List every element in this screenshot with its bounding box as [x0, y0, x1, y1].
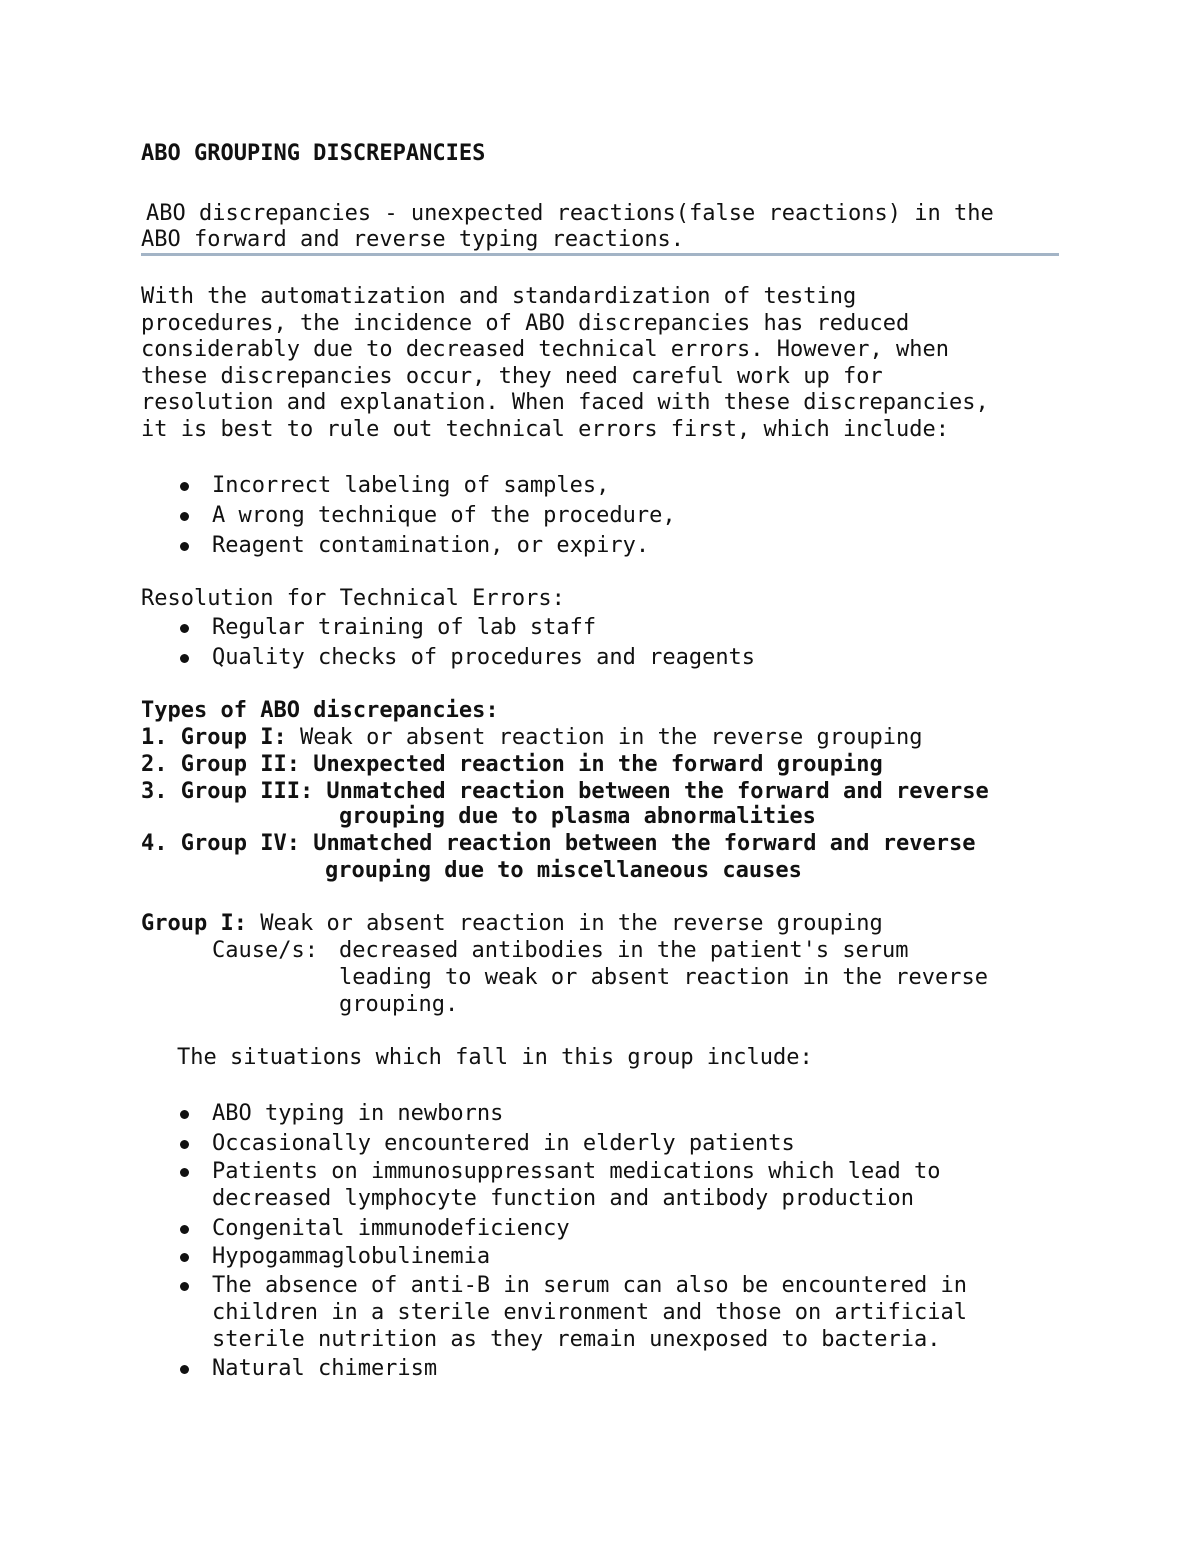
cause-line-1: decreased antibodies in the patient's serum: [339, 938, 909, 963]
cause-line-2: leading to weak or absent reaction in the reverse: [339, 965, 989, 990]
list-item: ABO typing in newborns: [212, 1101, 504, 1126]
horizontal-rule: [141, 253, 1059, 256]
bullet-icon: [180, 1282, 189, 1291]
intro-line-3: considerably due to decreased technical errors. However, when: [141, 337, 949, 362]
list-item: Incorrect labeling of samples,: [212, 473, 610, 498]
bullet-icon: [180, 1365, 189, 1374]
list-item: Quality checks of procedures and reagents: [212, 645, 756, 670]
bullet-icon: [180, 624, 189, 633]
list-item: Natural chimerism: [212, 1356, 438, 1381]
bullet-icon: [180, 1225, 189, 1234]
type-label: 4. Group IV:: [141, 831, 300, 856]
list-item-cont: decreased lymphocyte function and antibody production: [212, 1186, 914, 1211]
type-item-3-cont: grouping due to plasma abnormalities: [339, 804, 816, 829]
bullet-icon: [180, 1110, 189, 1119]
list-item: A wrong technique of the procedure,: [212, 503, 676, 528]
type-text: Weak or absent reaction in the reverse grouping: [286, 725, 923, 750]
list-item: Patients on immunosuppressant medications which lead to: [212, 1159, 941, 1184]
group1-text: Weak or absent reaction in the reverse grouping: [246, 911, 883, 936]
list-item: Occasionally encountered in elderly patients: [212, 1131, 795, 1156]
type-item-4-cont: grouping due to miscellaneous causes: [325, 858, 802, 883]
type-label: 2. Group II:: [141, 752, 300, 777]
group1-label: Group I:: [141, 911, 247, 936]
list-item-cont: sterile nutrition as they remain unexposed to bacteria.: [212, 1327, 941, 1352]
bullet-icon: [180, 512, 189, 521]
intro-line-2: procedures, the incidence of ABO discrepancies has reduced: [141, 311, 910, 336]
intro-line-6: it is best to rule out technical errors first, which include:: [141, 417, 949, 442]
type-item-3: [141, 779, 989, 805]
definition-line-1: ABO discrepancies - unexpected reactions(false reactions) in the: [146, 201, 994, 226]
bullet-icon: [180, 1168, 189, 1177]
list-item: Regular training of lab staff: [212, 615, 597, 640]
list-item: The absence of anti-B in serum can also be encountered in: [212, 1273, 967, 1298]
situations-intro: The situations which fall in this group include:: [177, 1045, 813, 1070]
intro-line-4: these discrepancies occur, they need careful work up for: [141, 364, 883, 389]
cause-line-3: grouping.: [339, 992, 459, 1017]
list-item-cont: children in a sterile environment and those on artificial: [212, 1300, 967, 1325]
cause-label: Cause/s:: [212, 938, 318, 963]
list-item: Reagent contamination, or expiry.: [212, 533, 650, 558]
type-text: Unexpected reaction in the forward grouping: [299, 752, 883, 777]
type-item-4: [141, 831, 975, 857]
intro-line-5: resolution and explanation. When faced with these discrepancies,: [141, 390, 989, 415]
type-text: Unmatched reaction between the forward and reverse: [313, 779, 989, 804]
list-item: Congenital immunodeficiency: [212, 1216, 570, 1241]
bullet-icon: [180, 542, 189, 551]
intro-line-1: With the automatization and standardization of testing: [141, 284, 857, 309]
types-heading: Types of ABO discrepancies:: [141, 698, 499, 723]
type-label: 1. Group I:: [141, 725, 287, 750]
bullet-icon: [180, 654, 189, 663]
bullet-icon: [180, 1140, 189, 1149]
type-text: Unmatched reaction between the forward and reverse: [299, 831, 976, 856]
type-label: 3. Group III:: [141, 779, 314, 804]
resolution-heading: Resolution for Technical Errors:: [141, 586, 565, 611]
bullet-icon: [180, 482, 189, 491]
group1-heading: [141, 911, 883, 937]
type-item-1: [141, 725, 922, 751]
bullet-icon: [180, 1253, 189, 1262]
definition-line-2: ABO forward and reverse typing reactions.: [141, 227, 685, 252]
list-item: Hypogammaglobulinemia: [212, 1244, 491, 1269]
document-title: ABO GROUPING DISCREPANCIES: [141, 141, 486, 166]
type-item-2: [141, 752, 883, 778]
